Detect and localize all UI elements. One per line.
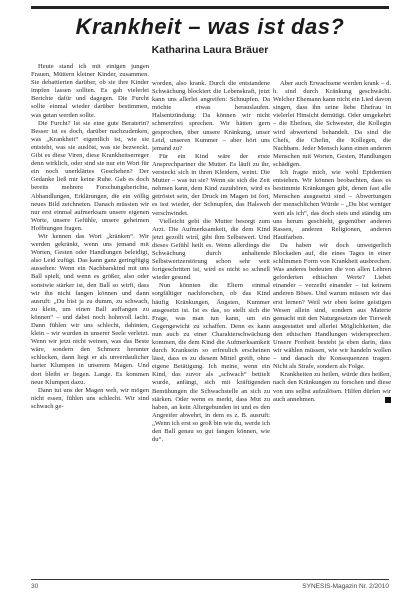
text-column-3 xyxy=(273,80,391,575)
text-column-1 xyxy=(31,63,149,575)
paragraph: worden, also krank. Durch die entstandene Schwächung blockiert die Lebenskraft, jetzt kann uns allerlei angreifen: Schnupfen. Da möchte etwas herauslaufen. Halsentzündung: Da können wir nicht schmerzfrei sprechen. Wir hätten gern gesprochen, über unsere Kränkung, unser Leid, unseren Kummer – aber hört uns jemand zu? xyxy=(152,80,270,152)
article-title: Krankheit – was ist das? xyxy=(75,14,345,39)
paragraph: Wir kennen das Wort „kränken“. Wir werden gekränkt, wenn uns jemand mit Worten, Gesten oder Handlungen beleidigt, also Leid zufügt. Das kann ganz geringfügig aussehen: Wenn ein Nachbarskind mit uns Ball spielt, und wenn es größer, also oder sonstwie stärker ist, den Ball so wirft, dass wir ihn nicht fangen können und dann ausruft: „Du bist ja zu dumm, zu schwach, zu klein, um einen Ball auffangen zu können“ – und dabei noch hohnvoll lacht. Dann fühlen wir uns schlecht, dahinten, klein – wir wurden in unserer Seele verletzt. Wenn wir jetzt nicht weinen, was das Beste wäre, sondern den Schmerz herunter schlucken, dann liegt er als unverdaulicher harter Klumpen in unserem Magen. Und dort bleibt er liegen. Lange. Es kommen neue Klumpen dazu. xyxy=(31,232,149,386)
paragraph: Für ein Kind wäre der erste Ansprechpartner die Mutter. Es läuft zu ihr, versteckt sich in ihren Kleidern, weint. Die Mutter – was tut sie? Wenn sie sich die Zeit nehmen kann, dem Kind zuzuhören, wird es getröstet sein, der Druck im Magen ist fort, es isst wieder, der Schnupfen, das Halsweh verschwindet. xyxy=(152,152,270,217)
footer-rule xyxy=(31,579,389,580)
article-author: Katharina Laura Bräuer xyxy=(151,44,269,56)
page-number: 30 xyxy=(31,583,39,590)
paragraph-text: Krankheiten zu heilen, würde dies heißen, nach den Kränkungen zu forschen und diese von uns selbst aufzulösen. Hilfen dürfen wir auch annehmen. xyxy=(273,371,391,403)
paragraph: Nun könnten die Eltern einmal sorgfältiger nachforschen, ob das Kind häufig Kränkungen, Ängsten, Kummer ausgesetzt ist. Ist es das, so stellt sich die Frage, was man tun kann, um ein Gegengewicht zu schaffen. Denn es kann nun auch zu einer Charakterschwächung kommen, die dem Kind die Aufmerksamkeit durch Kranksein so erfreulich erscheinen lässt, dass es zu diesem Mittel greift, ohne eigene Betätigung. Ich meine, wenn ein Kind, das zuvor als „schwach“ betitelt wurde, anfängt, sich mit kräftigenden Bemühungen die Schwachstelle an sich zu stärken. Oder wenn es merkt, dass Mut zu haben, an kein Altergebunden ist und es den Angreifer abwehrt, in dem es z. B. ausruft: „Wenn ich erst so groß bin wie du, werde ich den Ball genau so gut fangen können, wie du“. xyxy=(152,282,270,444)
paragraph: Dann tut uns der Magen weh, wir mögen nicht essen, fühlen uns schlecht. Wir sind schwach ge- xyxy=(31,386,149,410)
paragraph: Da haben wir doch unweigerlich Blockaden auf, die eines Tages in einer schlimmen Form von Krankheit ausbrechen. Was anderes bedeuten die von allen Lehren geforderten ethischen Werte? Liebet einander – verzeiht einander – tut keinem anderen Böses. Und warum müssen wir das erst lernen? Weil wir eben keine geistigen Wesen allein sind, sondern aus Materie gemacht mit den Naturgesetzen der Tierwelt ausgestattet und allerlei Möglichkeiten, die den ethischen Handlungen widersprechen. Unsere Freiheit besteht ja eben darin, dass wir wählen müssen, wie wir handeln wollen – und danach die Konsequenzen tragen. Nicht als Strafe, sondern als Folge. xyxy=(273,241,391,371)
end-of-article-mark xyxy=(385,397,391,403)
paragraph: Aber auch Erwachsene werden krank – d. h. sind durch Kränkung geschwächt. Welcher Ehemann kann nicht ein Lied davon singen, dass ihn seine liebe Ehefrau in vielerlei Hinsicht demütigt. Oder umgekehrt – die Ehefrau, die Schwester, die Kollegin wird abwertend behandelt. Da sind die Chefs, die Chefin, die Kollegen, die Nachbarn. Jeder Mensch kann einen anderen Menschen mit Worten, Gesten, Handlungen schädigen. xyxy=(273,80,391,168)
paragraph: Ich fragte mich, wie wohl Epidemien entstehen. Wir können beobachten, dass es bestimmte Kränkungen gibt, denen fast alle Menschen ausgesetzt sind – Abwertungen der menschlichen Würde – „Du bist weniger wert als ich“, das doch stets und ständig um uns herum geschieht, gegenüber anderen Rassen, anderen Religionen, anderen Hautfarben. xyxy=(273,169,391,241)
text-column-2 xyxy=(152,80,270,575)
paragraph: Die Furcht? Ist sie eine gute Beraterin? Besser ist es doch, darüber nachzudenken, was „Krankheit“ eigentlich ist, wie sie entsteht, was sie auslöst, was sie bezweckt. Gibt es diese Viren, diese Krankheitserreger denn wirklich, oder sind sie nur ein Wort für ein noch unerklärtes Geschehen? Der Gedanke ließ mir keine Ruhe. Gab es doch bereits mehrere Forschungsberichte, Abhandlungen, Erklärungen, die ein völlig neues Bild zeichneten. Danach müssten wir nur erst einmal aufmerksam unsere eigenen Worte, unsere Gefühle, unsere geheimen Hoffnungen fragen. xyxy=(31,119,149,232)
paragraph: Heute stand ich mit einigen jungen Frauen, Müttern kleiner Kinder, zusammen. Sie debattierten darüber, ob sie ihre Kinder impfen lassen sollten. Es gab vielerlei Berichte dafür und dagegen. Die Furcht sollte einmal wieder darüber bestimmen, was getan werden sollte. xyxy=(31,63,149,119)
paragraph: Vielleicht geht die Mutter besorgt zum Arzt. Die Aufmerksamkeit, die dem Kind jetzt gezollt wird, gibt ihm Selbstwert. Und dieses Gefühl heilt es. Wenn allerdings die Schwächung durch anhaltende Selbstwertzerstörung schon sehr weit fortgeschritten ist, wird es nicht so schnell wieder gesund. xyxy=(152,217,270,282)
paragraph xyxy=(273,371,391,403)
top-rule xyxy=(31,6,389,9)
magazine-footer: SYNESIS-Magazin Nr. 2/2010 xyxy=(302,583,389,590)
